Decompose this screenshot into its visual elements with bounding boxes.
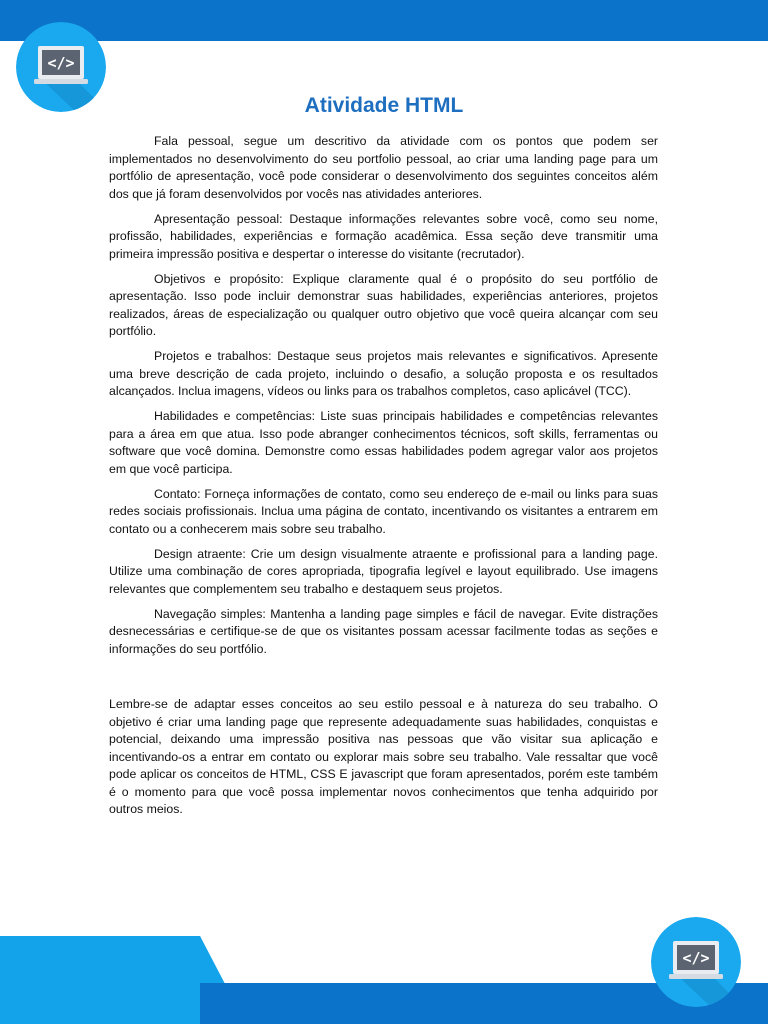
paragraph-projetos: Projetos e trabalhos: Destaque seus projetos mais relevantes e significativos. Apresente uma breve descrição de cada projeto, incluindo o desafio, a solução proposta e os resultados alcançados. Inclua imagens, vídeos ou links para os trabalhos completos, caso aplicável (TCC). xyxy=(109,349,658,398)
closing-paragraph: Lembre-se de adaptar esses conceitos ao seu estilo pessoal e à natureza do seu trabalho. O objetivo é criar uma landing page que represente adequadamente suas habilidades, conquistas e potencial, deixando uma impressão positiva nas pessoas que vão visitar sua aplicação e incentivando-os a entrar em contato ou explorar mais sobre seu trabalho. Vale ressaltar que você pode aplicar os conceitos de HTML, CSS E javascript que foram apresentados, porém este também é o momento para que você possa implementar novos conhecimentos que tenha adquirido por outros meios. xyxy=(109,697,658,816)
svg-text:</>: </> xyxy=(47,54,75,72)
paragraph-contato: Contato: Forneça informações de contato, como seu endereço de e-mail ou links para suas redes sociais profissionais. Inclua uma página de contato, incentivando os visitantes a entrarem em contato ou a conhecerem mais sobre seu trabalho. xyxy=(109,486,658,536)
svg-text:</>: </> xyxy=(682,949,710,967)
document-body xyxy=(109,133,658,826)
paragraph-apresentacao-pessoal: Apresentação pessoal: Destaque informações relevantes sobre você, como seu nome, profissão, habilidades, experiências e formação acadêmica. Essa seção deve transmitir uma primeira impressão positiva e despertar o interesse do visitante (recrutador). xyxy=(109,211,658,261)
paragraph-objetivos: Objetivos e propósito: Explique claramente qual é o propósito do seu portfólio de apresentação. Isso pode incluir demonstrar suas habilidades, experiências anteriores, projetos realizados, áreas de especialização ou qualquer outro objetivo que você queira alcançar com seu portfólio. xyxy=(109,271,658,338)
paragraph-design: Design atraente: Crie um design visualmente atraente e profissional para a landing page. Utilize uma combinação de cores apropriada, tipografia legível e layout equilibrado. Use imagens relevantes que complementem seu trabalho e destaquem seus projetos. xyxy=(109,546,658,596)
intro-paragraph: Fala pessoal, segue um descritivo da atividade com os pontos que podem ser implementados no desenvolvimento do seu portfolio pessoal, ao criar uma landing page para um portfólio de apresentação, você pode considerar o desenvolvimento dos seguintes conceitos além dos que já foram desenvolvidos por vocês nas atividades anteriores. xyxy=(109,134,658,201)
code-monitor-icon xyxy=(651,917,741,1007)
header-bar xyxy=(0,0,768,41)
paragraph-habilidades: Habilidades e competências: Liste suas principais habilidades e competências relevantes para a área em que atua. Isso pode abranger conhecimentos técnicos, soft skills, ferramentas ou software que você domina. Demonstre como essas habilidades podem agregar valor aos projetos em que você participa. xyxy=(109,409,658,476)
paragraph-navegacao: Navegação simples: Mantenha a landing page simples e fácil de navegar. Evite distrações desnecessárias e certifique-se de que os visitantes possam acessar facilmente todas as seções e informações do seu portfólio. xyxy=(109,606,658,656)
page-title: Atividade HTML xyxy=(304,94,464,117)
